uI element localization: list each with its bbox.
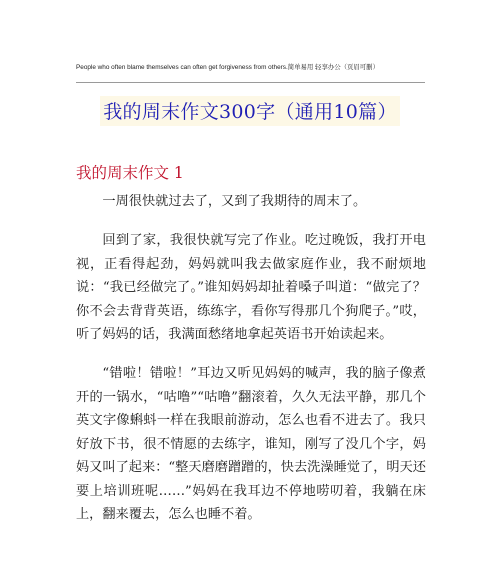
essay-paragraph: 回到了家，我很快就写完了作业。吃过晚饭，我打开电视，正看得起劲，妈妈就叫我去做家庭作业，我不耐烦地说：“我已经做完了。”谁知妈妈却扯着嗓子叫道：“做完了？你不会去背背英语，练练字，看你写得那几个狗爬子。”哎，听了妈妈的话，我满面愁绪地拿起英语书开始读起来。 bbox=[76, 233, 426, 342]
header-divider bbox=[76, 82, 425, 83]
page-header-text: People who often blame themselves can often get forgiveness from others.简单易用 轻享办公（页眉可删） bbox=[76, 64, 379, 71]
essay-body bbox=[76, 190, 426, 542]
essay-paragraph: “错啦！错啦！”耳边又听见妈妈的喊声，我的脑子像煮开的一锅水，“咕噜”“咕噜”翻滚着，久久无法平静，那几个英文字像蝌蚪一样在我眼前游动，怎么也看不进去了。我只好放下书，很不情愿的去练字，谁知，刚写了没几个字，妈妈又叫了起来：“整天磨磨蹭蹭的，快去洗澡睡觉了，明天还要上培训班呢……”妈妈在我耳边不停地唠叨着，我躺在床上，翻来覆去，怎么也睡不着。 bbox=[76, 366, 426, 522]
document-title: 我的周末作文300字（通用10篇） bbox=[103, 101, 397, 123]
essay-paragraph: 一周很快就过去了，又到了我期待的周末了。 bbox=[102, 194, 367, 209]
section-heading: 我的周末作文 1 bbox=[76, 164, 184, 182]
